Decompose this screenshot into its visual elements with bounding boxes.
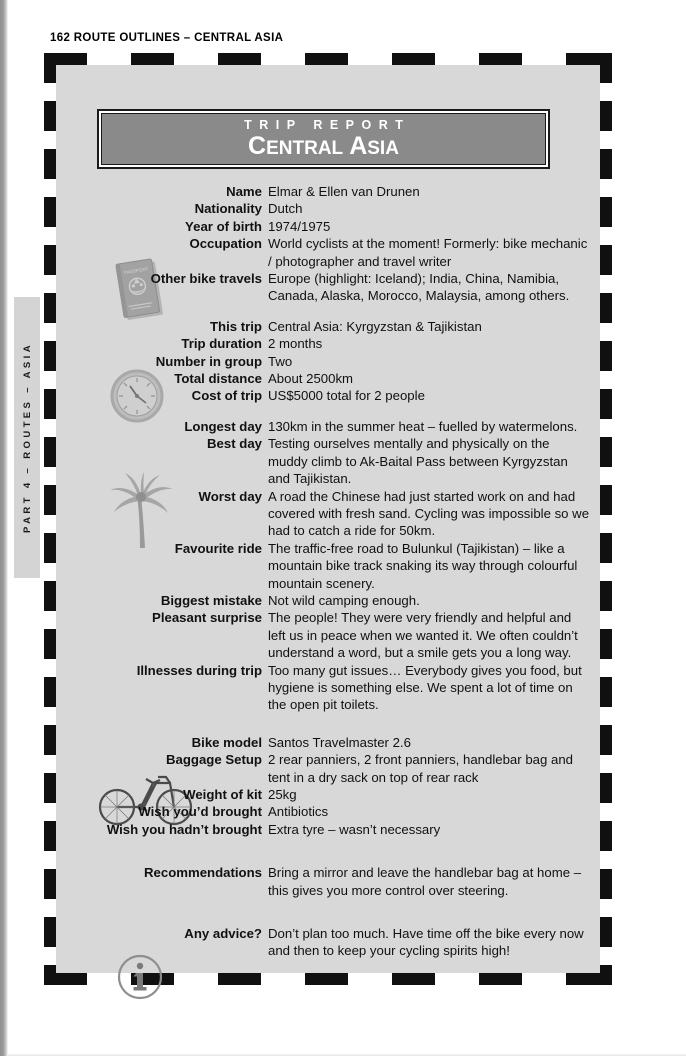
trip-report-title bbox=[248, 133, 399, 159]
detail-row bbox=[56, 864, 600, 899]
trip-report-title-part: SIA bbox=[367, 138, 399, 160]
detail-value: Testing ourselves mentally and physically on the muddy climb to Ak-Baital Pass between Kyrgyzstan and Tajikistan. bbox=[268, 436, 568, 487]
section-gap bbox=[56, 899, 600, 925]
detail-label: Pleasant surprise bbox=[152, 610, 262, 626]
detail-label: Cost of trip bbox=[191, 388, 262, 404]
detail-row bbox=[56, 925, 600, 960]
detail-row bbox=[56, 387, 600, 404]
detail-label: Total distance bbox=[174, 371, 262, 387]
detail-label: Name bbox=[226, 184, 262, 199]
running-head: 162 ROUTE OUTLINES – CENTRAL ASIA bbox=[50, 32, 284, 44]
detail-value: The traffic-free road to Bulunkul (Tajikistan) – like a mountain bike track snaking its way through colourful mountain scenery. bbox=[268, 540, 578, 591]
detail-row bbox=[56, 353, 600, 370]
trip-report-panel bbox=[56, 65, 600, 973]
detail-label: Other bike travels bbox=[150, 271, 262, 287]
detail-row bbox=[56, 803, 600, 820]
detail-row bbox=[56, 318, 600, 335]
detail-value: Bring a mirror and leave the handlebar bag at home – this gives you more control over steering. bbox=[268, 865, 582, 898]
detail-value: Extra tyre – wasn’t necessary bbox=[268, 821, 441, 837]
detail-row bbox=[56, 200, 600, 217]
detail-value: Central Asia: Kyrgyzstan & Tajikistan bbox=[268, 318, 482, 334]
detail-value: 1974/1975 bbox=[268, 218, 331, 234]
svg-text:PASSPORT: PASSPORT bbox=[123, 266, 149, 276]
detail-value: 130km in the summer heat – fuelled by watermelons. bbox=[268, 418, 578, 434]
info-icon bbox=[116, 953, 164, 1001]
detail-row bbox=[56, 540, 600, 592]
detail-row bbox=[56, 488, 600, 540]
detail-label: Year of birth bbox=[185, 218, 262, 234]
trip-report-title-banner bbox=[97, 109, 550, 169]
detail-label: Illnesses during trip bbox=[136, 662, 262, 678]
detail-value: US$5000 total for 2 people bbox=[268, 388, 425, 404]
trip-report-title-part: A bbox=[343, 132, 368, 161]
detail-value: World cyclists at the moment! Formerly: bike mechanic / photographer and travel writer bbox=[268, 236, 588, 269]
detail-label: Any advice? bbox=[184, 926, 262, 942]
detail-value: Not wild camping enough. bbox=[268, 592, 420, 608]
detail-label: Occupation bbox=[189, 236, 262, 252]
frame-corner-top-right bbox=[600, 53, 612, 65]
part-section-tab bbox=[14, 297, 40, 578]
frame-border-right bbox=[600, 53, 612, 985]
detail-row bbox=[56, 418, 600, 435]
detail-value: 2 months bbox=[268, 336, 323, 352]
detail-row bbox=[56, 370, 600, 387]
detail-label: Baggage Setup bbox=[166, 752, 262, 768]
detail-label: This trip bbox=[209, 318, 262, 334]
detail-label: Nationality bbox=[194, 201, 262, 217]
detail-label: Wish you hadn’t brought bbox=[106, 821, 262, 837]
detail-row bbox=[56, 821, 600, 838]
detail-value: Antibiotics bbox=[268, 804, 329, 820]
section-gap bbox=[56, 405, 600, 418]
frame-border-left bbox=[44, 53, 56, 985]
detail-value: 2 rear panniers, 2 front panniers, handlebar bag and tent in a dry sack on top of rear rack bbox=[268, 752, 573, 785]
frame-corner-top-left bbox=[44, 53, 56, 65]
trip-report-content bbox=[56, 183, 600, 960]
frame-border-top bbox=[44, 53, 612, 65]
trip-report-title-part: ENTRAL bbox=[266, 138, 344, 160]
detail-row bbox=[56, 235, 600, 270]
detail-value: Dutch bbox=[268, 201, 303, 217]
detail-label: Longest day bbox=[184, 418, 262, 434]
detail-row bbox=[56, 335, 600, 352]
detail-value: 25kg bbox=[268, 787, 297, 802]
detail-label: Recommendations bbox=[144, 865, 262, 881]
detail-label: Biggest mistake bbox=[160, 592, 262, 608]
detail-row bbox=[56, 786, 600, 803]
detail-row bbox=[56, 662, 600, 714]
detail-label: Bike model bbox=[191, 734, 262, 750]
trip-report-frame bbox=[44, 53, 612, 985]
detail-value: Elmar & Ellen van Drunen bbox=[268, 184, 420, 199]
detail-row bbox=[56, 751, 600, 786]
detail-row bbox=[56, 435, 600, 487]
trip-report-title-banner-inner bbox=[101, 113, 546, 165]
detail-value: Santos Travelmaster 2.6 bbox=[268, 734, 411, 750]
detail-value: A road the Chinese had just started work on and had covered with fresh sand. Cycling was impossible so we had to catch a ride for 50km. bbox=[268, 488, 590, 539]
detail-row bbox=[56, 270, 600, 305]
section-gap bbox=[56, 305, 600, 318]
detail-label: Trip duration bbox=[181, 336, 262, 352]
detail-row bbox=[56, 218, 600, 235]
detail-row bbox=[56, 183, 600, 200]
frame-corner-bottom-right bbox=[600, 973, 612, 985]
trip-report-title-part: C bbox=[248, 132, 267, 161]
detail-label: Favourite ride bbox=[174, 540, 262, 556]
trip-report-kicker: TRIP REPORT bbox=[244, 117, 411, 132]
detail-label: Worst day bbox=[198, 488, 262, 504]
detail-value: Don’t plan too much. Have time off the bike every now and then to keep your cycling spirits high! bbox=[268, 926, 584, 959]
detail-label: Wish you’d brought bbox=[138, 804, 262, 820]
detail-value: The people! They were very friendly and helpful and left us in peace when we wanted it. We often couldn’t understand a word, but a smile gets you a long way. bbox=[268, 610, 578, 661]
detail-row bbox=[56, 609, 600, 661]
detail-value: Europe (highlight: Iceland); India, China, Namibia, Canada, Alaska, Morocco, Malaysia, among others. bbox=[268, 271, 570, 304]
detail-label: Number in group bbox=[155, 353, 262, 369]
page-gutter-shadow bbox=[0, 0, 8, 1056]
section-gap bbox=[56, 838, 600, 864]
detail-label: Weight of kit bbox=[183, 787, 262, 802]
section-gap bbox=[56, 714, 600, 734]
detail-row bbox=[56, 592, 600, 609]
detail-value: About 2500km bbox=[268, 371, 354, 387]
detail-value: Too many gut issues… Everybody gives you food, but hygiene is something else. We spent a lot of time on the open pit toilets. bbox=[268, 662, 582, 713]
part-section-tab-label: PART 4 – ROUTES – ASIA bbox=[21, 342, 33, 533]
detail-value: Two bbox=[268, 353, 293, 369]
detail-row bbox=[56, 734, 600, 751]
detail-label: Best day bbox=[207, 436, 262, 452]
frame-corner-bottom-left bbox=[44, 973, 56, 985]
